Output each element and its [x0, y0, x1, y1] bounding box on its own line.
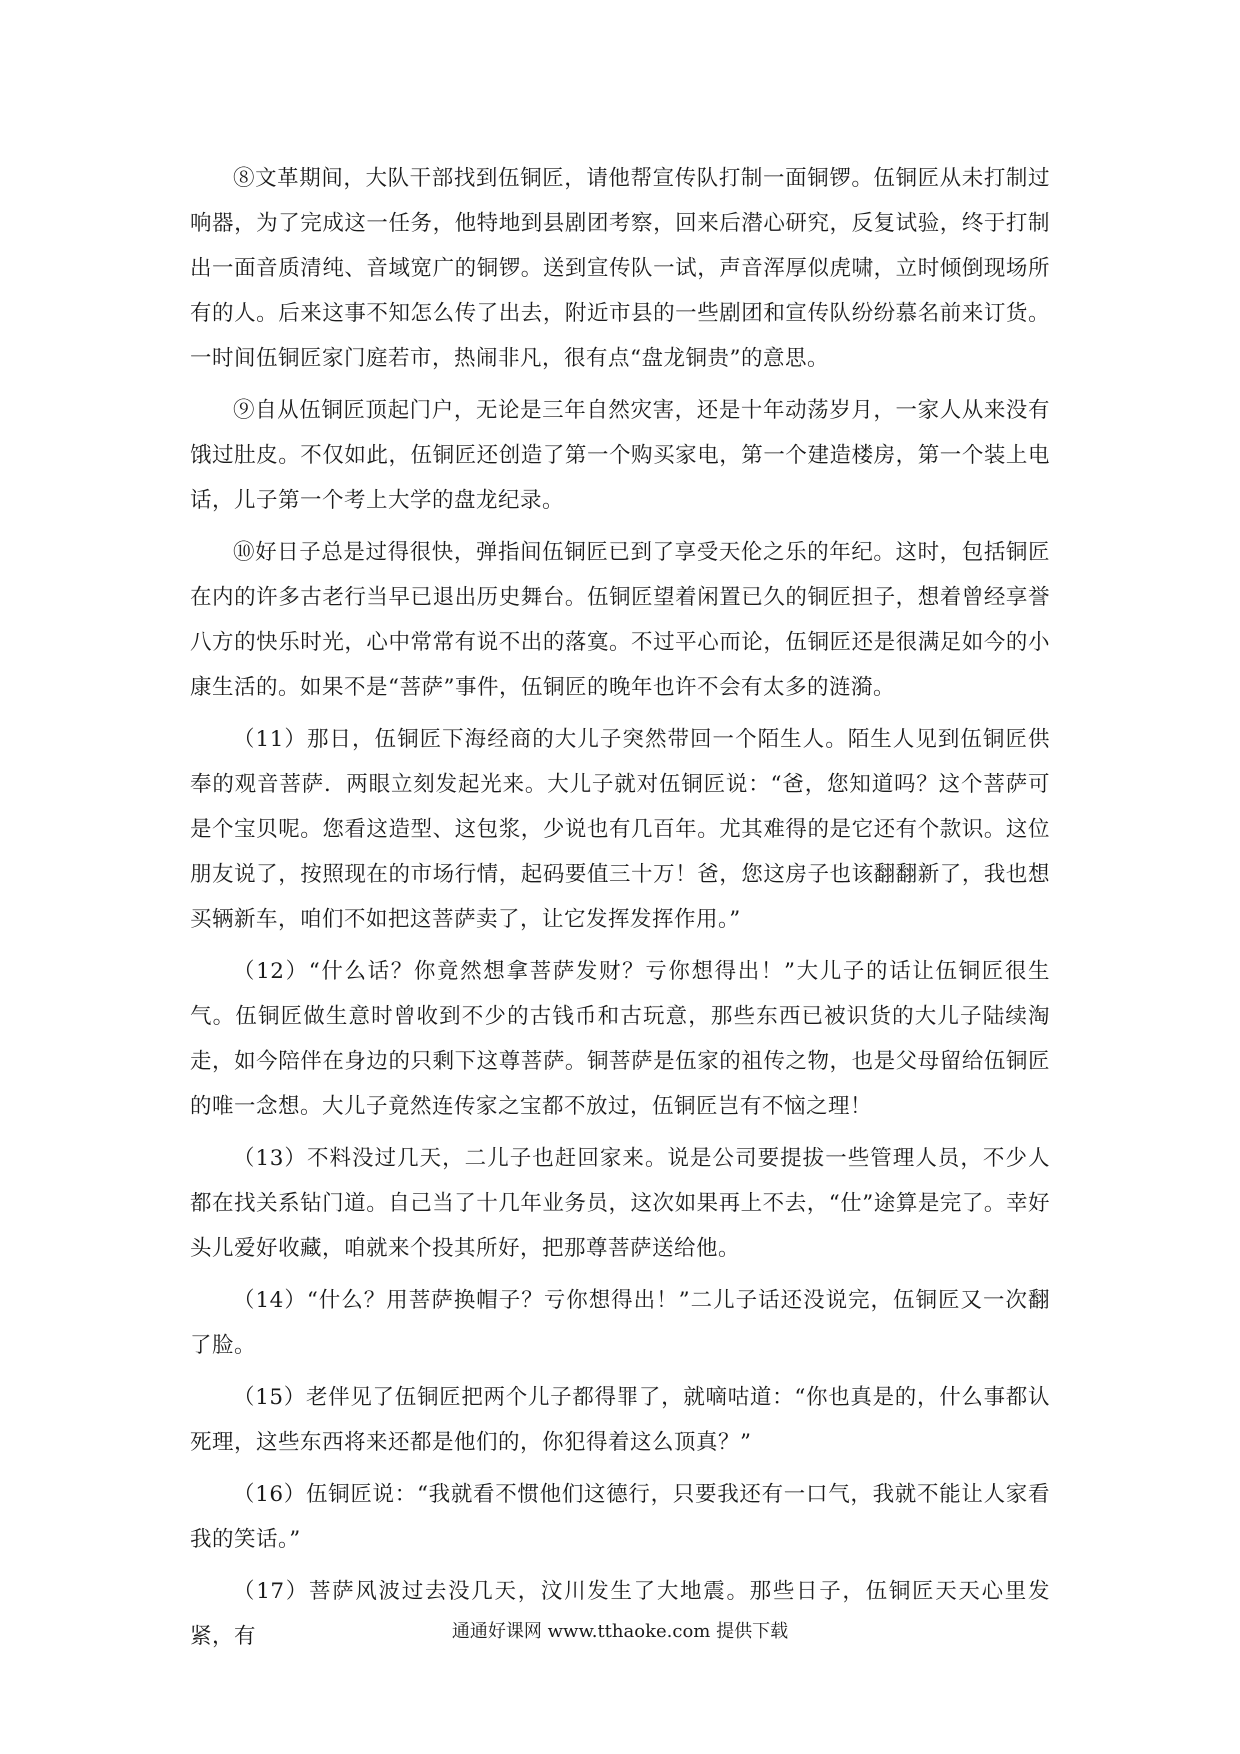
paragraph-14: （14）“什么？用菩萨换帽子？亏你想得出！”二儿子话还没说完，伍铜匠又一次翻了脸。: [190, 1288, 1050, 1358]
page-footer: 通通好课网 www.tthaoke.com 提供下载: [451, 1621, 789, 1642]
paragraph-8: ⑧文革期间，大队干部找到伍铜匠，请他帮宣传队打制一面铜锣。伍铜匠从未打制过响器，为了完成这一任务，他特地到县剧团考察，回来后潜心研究，反复试验，终于打制出一面音质清纯、音域宽广的铜锣。送到宣传队一试，声音浑厚似虎啸，立时倾倒现场所有的人。后来这事不知怎么传了出去，附近市县的一些剧团和宣传队纷纷慕名前来订货。一时间伍铜匠家门庭若市，热闹非凡，很有点“盘龙铜贵”的意思。: [190, 166, 1050, 371]
paragraph-12: （12）“什么话？你竟然想拿菩萨发财？亏你想得出！”大儿子的话让伍铜匠很生气。伍铜匠做生意时曾收到不少的古钱币和古玩意，那些东西已被识货的大儿子陆续淘走，如今陪伴在身边的只剩下这尊菩萨。铜菩萨是伍家的祖传之物，也是父母留给伍铜匠的唯一念想。大儿子竟然连传家之宝都不放过，伍铜匠岂有不恼之理！: [190, 959, 1050, 1119]
paragraph-15: （15）老伴见了伍铜匠把两个儿子都得罪了，就嘀咕道：“你也真是的，什么事都认死理，这些东西将来还都是他们的，你犯得着这么顶真？”: [190, 1385, 1050, 1455]
paragraph-17: （17）菩萨风波过去没几天，汶川发生了大地震。那些日子，伍铜匠天天心里发紧，有: [190, 1579, 1050, 1649]
paragraph-11: （11）那日，伍铜匠下海经商的大儿子突然带回一个陌生人。陌生人见到伍铜匠供奉的观音菩萨．两眼立刻发起光来。大儿子就对伍铜匠说：“爸，您知道吗？这个菩萨可是个宝贝呢。您看这造型、这包浆，少说也有几百年。尤其难得的是它还有个款识。这位朋友说了，按照现在的市场行情，起码要值三十万！爸，您这房子也该翻翻新了，我也想买辆新车，咱们不如把这菩萨卖了，让它发挥发挥作用。”: [190, 727, 1050, 932]
document-body: [190, 156, 1050, 1666]
paragraph-16: （16）伍铜匠说：“我就看不惯他们这德行，只要我还有一口气，我就不能让人家看我的笑话。”: [190, 1482, 1050, 1552]
paragraph-9: ⑨自从伍铜匠顶起门户，无论是三年自然灾害，还是十年动荡岁月，一家人从来没有饿过肚皮。不仅如此，伍铜匠还创造了第一个购买家电，第一个建造楼房，第一个装上电话，儿子第一个考上大学的盘龙纪录。: [190, 398, 1050, 513]
paragraph-13: （13）不料没过几天，二儿子也赶回家来。说是公司要提拔一些管理人员，不少人都在找关系钻门道。自己当了十几年业务员，这次如果再上不去，“仕”途算是完了。幸好头儿爱好收藏，咱就来个投其所好，把那尊菩萨送给他。: [190, 1146, 1050, 1261]
paragraph-10: ⑩好日子总是过得很快，弹指间伍铜匠已到了享受天伦之乐的年纪。这时，包括铜匠在内的许多古老行当早已退出历史舞台。伍铜匠望着闲置已久的铜匠担子，想着曾经享誉八方的快乐时光，心中常常有说不出的落寞。不过平心而论，伍铜匠还是很满足如今的小康生活的。如果不是“菩萨”事件，伍铜匠的晚年也许不会有太多的涟漪。: [190, 540, 1050, 700]
